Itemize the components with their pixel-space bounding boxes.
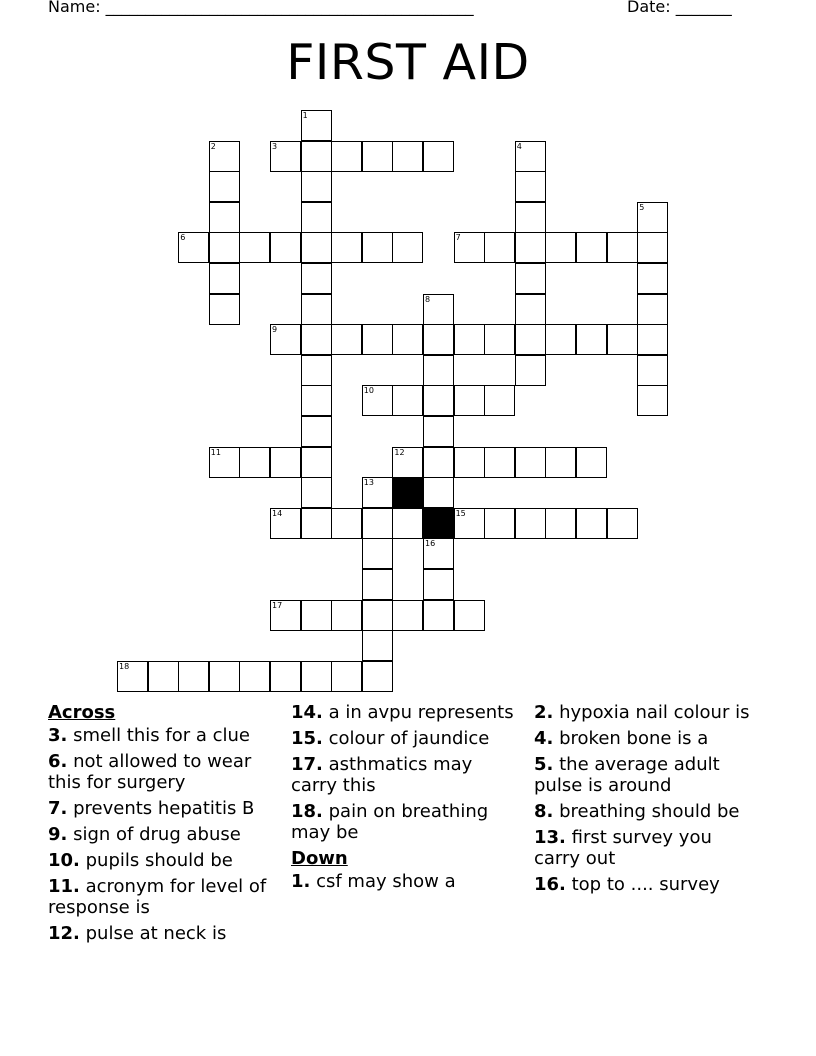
grid-cell[interactable] [576,324,607,355]
grid-cell[interactable] [270,141,301,172]
grid-cell[interactable] [209,294,240,325]
grid-cell[interactable] [515,447,546,478]
grid-cell[interactable] [637,355,668,386]
grid-cell[interactable] [270,232,301,263]
grid-cell[interactable] [607,324,638,355]
clue-item [48,923,273,944]
grid-cell[interactable] [423,294,454,325]
grid-cell[interactable] [209,661,240,692]
across-heading: Across [48,702,116,723]
clue-item [291,871,516,892]
grid-cell[interactable] [515,232,546,263]
grid-cell[interactable] [331,508,362,539]
clue-number: 2. [534,702,554,723]
grid-cell[interactable] [545,324,576,355]
grid-cell[interactable] [454,508,485,539]
grid-cell[interactable] [301,294,332,325]
grid-cell[interactable] [515,355,546,386]
clue-item [48,876,273,918]
cell-number: 11 [210,447,221,457]
grid-cell[interactable] [454,324,485,355]
grid-cell[interactable] [331,600,362,631]
clue-number: 6. [48,751,68,772]
grid-cell[interactable] [301,416,332,447]
clue-number: 18. [291,801,323,822]
grid-cell[interactable] [515,202,546,233]
grid-cell[interactable] [515,141,546,172]
clue-number: 10. [48,850,80,871]
grid-cell[interactable] [423,385,454,416]
grid-cell[interactable] [392,385,423,416]
cell-number: 14 [272,508,283,518]
grid-cell[interactable] [301,263,332,294]
clue-number: 3. [48,725,68,746]
grid-cell[interactable] [270,324,301,355]
cell-number: 1 [302,111,308,120]
grid-cell[interactable] [484,385,515,416]
grid-cell[interactable] [362,569,393,600]
cell-number: 15 [455,508,466,518]
clue-item [534,874,759,895]
grid-cell[interactable] [423,447,454,478]
clue-item [534,754,759,796]
name-field-line: Name: ______________________________________________ [48,0,474,16]
clue-item [534,702,759,723]
clue-number: 4. [534,728,554,749]
grid-cell[interactable] [515,508,546,539]
grid-cell[interactable] [545,447,576,478]
cell-number: 13 [363,478,374,488]
grid-cell[interactable] [301,202,332,233]
clue-number: 7. [48,798,68,819]
grid-cell[interactable] [209,202,240,233]
clue-text: acronym for level of response is [48,876,267,918]
grid-cell[interactable] [209,141,240,172]
grid-cell[interactable] [331,232,362,263]
grid-cell[interactable] [209,232,240,263]
grid-cell[interactable] [362,661,393,692]
grid-cell[interactable] [301,508,332,539]
grid-cell[interactable] [148,661,179,692]
grid-cell[interactable] [423,355,454,386]
clue-item [48,751,273,793]
cell-number: 5 [639,202,645,212]
clue-number: 8. [534,801,554,822]
grid-cell[interactable] [239,661,270,692]
clue-column-2 [291,702,516,897]
clue-column-1 [48,702,273,949]
clue-number: 14. [291,702,323,723]
grid-cell[interactable] [545,508,576,539]
clue-text: csf may show a [310,871,456,892]
grid-cell[interactable] [362,600,393,631]
grid-cell[interactable] [454,447,485,478]
cell-number: 18 [119,661,130,671]
grid-cell[interactable] [301,110,332,141]
cell-number: 8 [425,294,431,304]
grid-cell[interactable] [637,294,668,325]
grid-cell[interactable] [392,447,423,478]
clue-text: hypoxia nail colour is [553,702,750,723]
grid-cell[interactable] [362,232,393,263]
cell-number: 10 [363,386,374,396]
grid-cell[interactable] [392,232,423,263]
grid-cell[interactable] [362,477,393,508]
grid-cell[interactable] [637,385,668,416]
clue-text: prevents hepatitis B [67,798,255,819]
clue-text: sign of drug abuse [67,824,241,845]
cell-number: 6 [180,233,186,243]
clue-item [534,827,759,869]
grid-cell[interactable] [270,508,301,539]
clue-number: 17. [291,754,323,775]
grid-cell[interactable] [484,508,515,539]
clue-number: 13. [534,827,566,848]
grid-cell[interactable] [637,202,668,233]
grid-cell[interactable] [423,141,454,172]
grid-cell[interactable] [637,263,668,294]
clue-item [534,801,759,822]
grid-cell[interactable] [362,141,393,172]
grid-cell[interactable] [270,600,301,631]
clue-number: 12. [48,923,80,944]
grid-cell[interactable] [392,508,423,539]
grid-cell[interactable] [117,661,148,692]
clue-item [48,798,273,819]
grid-cell[interactable] [423,569,454,600]
clue-number: 15. [291,728,323,749]
clue-text: smell this for a clue [67,725,250,746]
grid-cell[interactable] [239,447,270,478]
grid-cell[interactable] [545,232,576,263]
grid-cell[interactable] [454,385,485,416]
clue-text: pupils should be [79,850,233,871]
grid-cell[interactable] [576,508,607,539]
grid-cell[interactable] [423,600,454,631]
grid-cell[interactable] [270,661,301,692]
grid-cell[interactable] [270,447,301,478]
grid-cell[interactable] [423,538,454,569]
grid-cell[interactable] [178,661,209,692]
black-square [423,508,454,539]
grid-cell[interactable] [423,477,454,508]
grid-cell[interactable] [362,538,393,569]
grid-cell[interactable] [239,232,270,263]
grid-cell[interactable] [392,141,423,172]
grid-cell[interactable] [515,263,546,294]
date-field-line: Date: _______ [627,0,732,16]
clue-item [48,824,273,845]
grid-cell[interactable] [301,477,332,508]
grid-cell[interactable] [515,171,546,202]
grid-cell[interactable] [362,630,393,661]
grid-cell[interactable] [484,324,515,355]
grid-cell[interactable] [515,294,546,325]
down-heading: Down [291,848,348,869]
cell-number: 4 [516,141,522,151]
clue-text: top to .... survey [565,874,720,895]
grid-cell[interactable] [423,416,454,447]
clue-number: 5. [534,754,554,775]
grid-cell[interactable] [301,385,332,416]
clue-text: breathing should be [553,801,740,822]
grid-cell[interactable] [301,232,332,263]
clue-text: pain on breathing may be [291,801,489,843]
grid-cell[interactable] [607,508,638,539]
clue-text: first survey you carry out [534,827,712,869]
grid-cell[interactable] [178,232,209,263]
grid-cell[interactable] [362,385,393,416]
grid-cell[interactable] [454,600,485,631]
grid-cell[interactable] [484,232,515,263]
clue-item [291,754,516,796]
clue-item [291,728,516,749]
clue-text: not allowed to wear this for surgery [48,751,252,793]
grid-cell[interactable] [301,447,332,478]
grid-cell[interactable] [331,141,362,172]
grid-cell[interactable] [454,232,485,263]
cell-number: 3 [272,141,278,151]
clue-number: 16. [534,874,566,895]
grid-cell[interactable] [576,447,607,478]
grid-cell[interactable] [484,447,515,478]
clue-item [48,725,273,746]
cell-number: 7 [455,233,461,243]
clue-text: asthmatics may carry this [291,754,473,796]
clue-text: the average adult pulse is around [534,754,720,796]
grid-cell[interactable] [362,508,393,539]
grid-cell[interactable] [301,171,332,202]
clue-text: pulse at neck is [79,923,227,944]
grid-cell[interactable] [301,355,332,386]
cell-number: 17 [272,600,283,610]
cell-number: 12 [394,447,405,457]
grid-cell[interactable] [209,447,240,478]
clue-text: broken bone is a [553,728,709,749]
cell-number: 16 [425,539,436,549]
cell-number: 2 [210,141,216,151]
grid-cell[interactable] [301,661,332,692]
grid-cell[interactable] [209,263,240,294]
grid-cell[interactable] [637,324,668,355]
grid-cell[interactable] [423,324,454,355]
clue-number: 9. [48,824,68,845]
grid-cell[interactable] [607,232,638,263]
cell-number: 9 [272,325,278,335]
grid-cell[interactable] [331,661,362,692]
grid-cell[interactable] [331,324,362,355]
clue-item [291,702,516,723]
grid-cell[interactable] [515,324,546,355]
clue-text: colour of jaundice [322,728,490,749]
grid-cell[interactable] [301,324,332,355]
puzzle-title: FIRST AID [286,34,530,91]
clue-item [291,801,516,843]
grid-cell[interactable] [362,324,393,355]
clue-text: a in avpu represents [322,702,514,723]
grid-cell[interactable] [392,324,423,355]
grid-cell[interactable] [576,232,607,263]
clue-number: 1. [291,871,311,892]
grid-cell[interactable] [392,600,423,631]
grid-cell[interactable] [301,600,332,631]
grid-cell[interactable] [301,141,332,172]
grid-cell[interactable] [209,171,240,202]
clue-item [534,728,759,749]
black-square [392,477,423,508]
grid-cell[interactable] [637,232,668,263]
clue-column-3 [534,702,759,900]
clue-number: 11. [48,876,80,897]
clue-item [48,850,273,871]
